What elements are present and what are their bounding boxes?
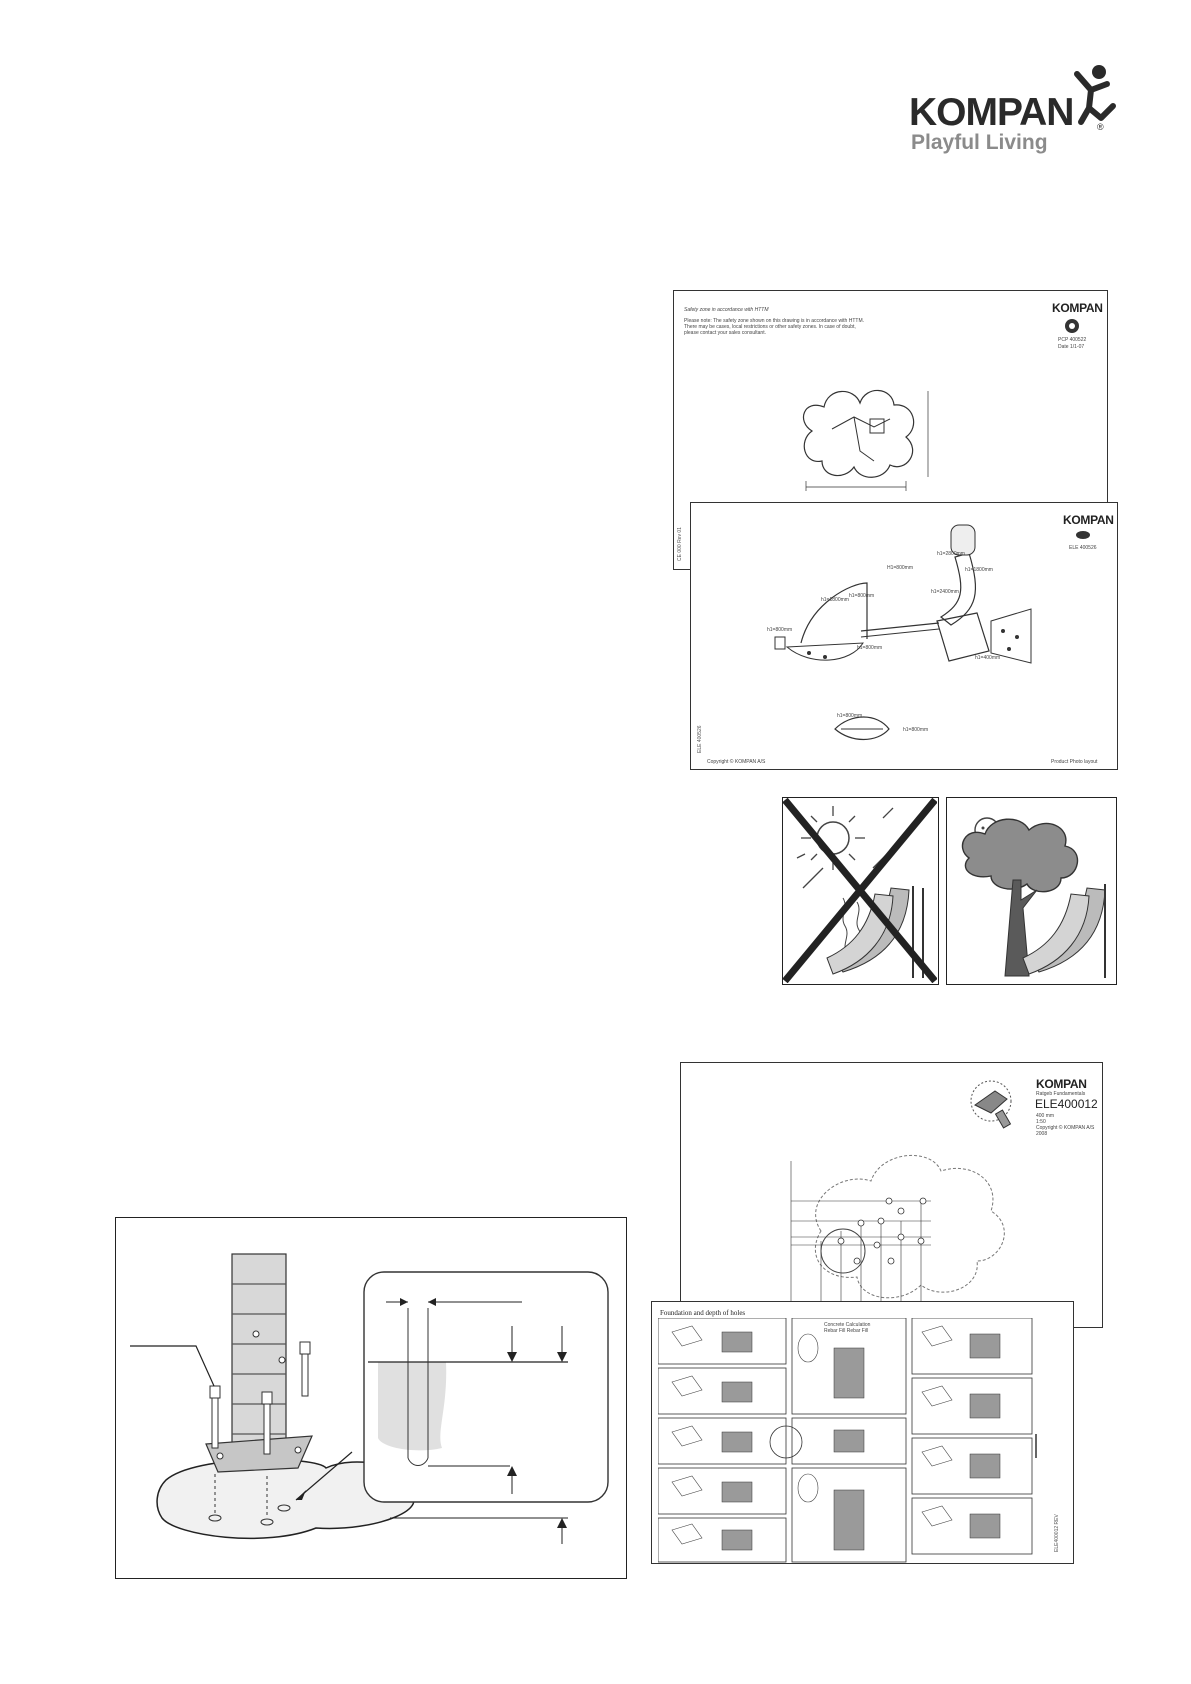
label-h9: h1=400mm [975,655,1001,661]
equipment-thumbnail-drawing [961,1077,1021,1133]
sheet-copyright: Copyright © KOMPAN A/S [707,759,766,765]
playground-layout-drawing [751,513,1051,753]
sheet-logo: KOMPAN [1063,513,1114,527]
label-h4: h1=2400mm [931,589,959,595]
label-h6: h1=2800mm [937,551,965,557]
drawing-sheet-layout [690,502,1118,770]
anchor-bolt-detail-panel [115,1217,627,1579]
logo-wordmark: KOMPAN [909,91,1074,134]
sheet-side-label: CE 000 Rev 01 [677,527,683,561]
sheet-side-label: ELE400012 REV [1054,1514,1060,1552]
drawing-sheet-foundation-depths [651,1301,1074,1564]
label-h11: h1=800mm [903,727,929,733]
kompan-logo [909,60,1119,160]
sheet-emblem-icon [1064,318,1080,334]
sun-slide-illustration [783,798,937,983]
sheet-code: ELE400012 [1035,1097,1098,1111]
tree-shade-slide-illustration [947,798,1115,983]
sheet-small-1: 400 mm [1036,1113,1055,1119]
sheet-date: Date 1/1-07 [1058,344,1085,350]
post-anchor-illustration [116,1218,625,1577]
safety-zone-plan-drawing [794,381,944,496]
sheet-note-title: Safety zone in accordance with HTTM [684,307,769,313]
logo-tagline: Playful Living [911,131,1048,154]
sheet-logo: KOMPAN [1052,301,1103,315]
sheet-code: ELE 400526 [1069,545,1097,551]
sheet-side-label: ELE 400526 [697,725,703,753]
label-h3: H1=800mm [887,565,913,571]
sheet-title: Foundation and depth of holes [660,1309,746,1317]
sun-exposure-panel-wrong [782,797,939,985]
foundation-plan-drawing [781,1141,1041,1321]
foundation-detail-grid [658,1318,1068,1563]
sheet-subtitle: Ratgeb Fundamentals [1036,1091,1086,1097]
sheet-copyright: Copyright © KOMPAN A/S 2008 [1036,1125,1095,1137]
sheet-note-text: Please note: The safety zone shown on this drawing is in accordance with HTTM. There may be cases, local restrictions or other safety zones. In case of doubt, please contact your sales consultant. [684,318,864,336]
shade-panel-correct [946,797,1117,985]
label-h10: h1=800mm [837,713,863,719]
sheet-footer-right: Product Photo layout [1051,759,1098,765]
sheet-small-2: 1:50 [1036,1119,1046,1125]
label-h1: h1=800mm [767,627,793,633]
sheet-caption: Concrete Calculation Rebar Fill Rebar Fill [824,1322,871,1334]
sheet-code: PCP 400522 [1058,337,1087,343]
sheet-logo: KOMPAN [1036,1077,1087,1091]
logo-registered-mark: ® [1097,122,1104,132]
drawing-sheet-foundation-plan [680,1062,1103,1328]
label-h5: h1=800mm [849,593,875,599]
jumping-figure-icon [1069,60,1119,130]
label-h8: h1=800mm [857,645,883,651]
label-h7: h1=1800mm [965,567,993,573]
label-h2: h1=1800mm [821,597,849,603]
sheet-emblem-icon [1075,530,1091,540]
